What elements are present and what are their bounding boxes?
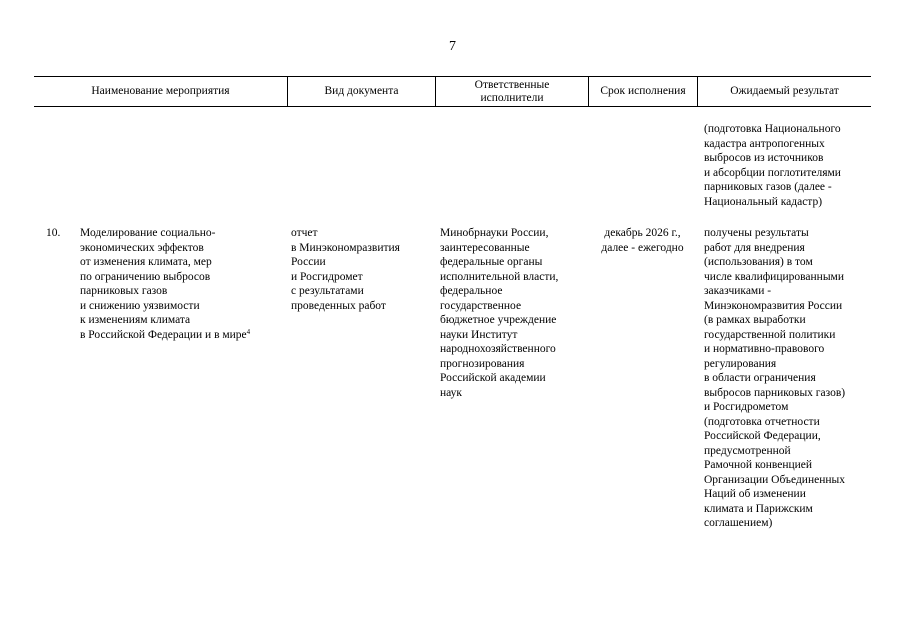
page-number: 7 [449, 39, 456, 54]
header-expected-result-label: Ожидаемый результат [730, 85, 839, 97]
header-event-name-label: Наименование мероприятия [91, 85, 230, 97]
row-event-name-text: Моделирование социально- экономических эффектов от изменения климата, мер по ограничению выбросов парниковых газов и снижению уязвимости к изменениям климата в Российской Федерации и в мире [80, 227, 247, 341]
header-deadline [589, 77, 697, 106]
row-responsible: Минобрнауки России, заинтересованные федеральные органы исполнительной власти, федеральное государственное бюджетное учреждение науки Институт народнохозяйственного прогнозирования Российской академии наук [440, 227, 559, 399]
header-deadline-label: Срок исполнения [600, 85, 686, 97]
row-number: 10. [46, 227, 61, 239]
header-responsible [436, 77, 588, 106]
row-document-type: отчет в Минэкономразвития России и Росгидромет с результатами проведенных работ [291, 227, 400, 312]
continuation-expected-result: (подготовка Национального кадастра антропогенных выбросов из источников и абсорбции поглотителями парниковых газов (далее - Национальный кадастр) [704, 123, 841, 208]
header-document-type [288, 77, 435, 106]
header-bottom-rule [34, 106, 871, 107]
header-responsible-label: Ответственные исполнители [474, 78, 550, 104]
row-event-name [80, 226, 285, 342]
header-document-type-label: Вид документа [324, 85, 399, 97]
header-event-name [34, 77, 287, 106]
footnote-marker: 4 [246, 327, 251, 336]
row-expected-result: получены результаты работ для внедрения (использования) в том числе квалифицированными заказчиками - Минэкономразвития России (в рамках выработки государственной политики и нормативно-правового регулирования в области ограничения выбросов парниковых газов) и Росгидрометом (подготовка отчетности Российской Федерации, предусмотренной Рамочной конвенцией Организации Объединенных Наций об изменении климата и Парижским соглашением) [704, 227, 846, 529]
header-expected-result [698, 77, 871, 106]
row-deadline: декабрь 2026 г., далее - ежегодно [601, 227, 684, 254]
